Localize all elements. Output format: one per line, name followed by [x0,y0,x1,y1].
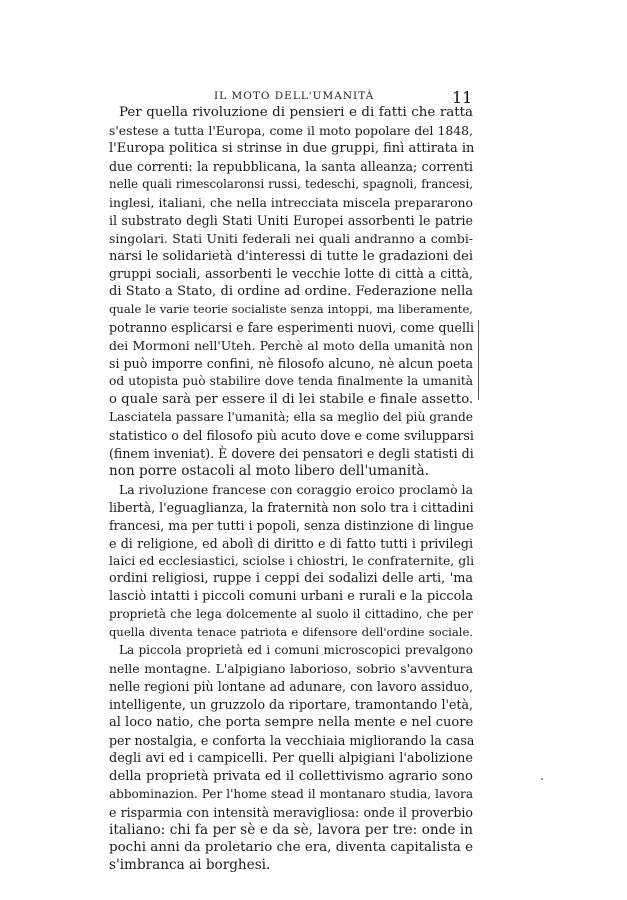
text-line: (finem inveniat). È dovere dei pensatori e degli statisti di [109,445,474,461]
text-line: singolari. Stati Uniti federali nei quali andranno a combi- [109,230,473,246]
text-line: non porre ostacoli al moto libero dell'umanità. [109,462,429,479]
text-line: francesi, ma per tutti i popoli, senza distinzione di lingue [109,517,474,533]
text-line: La rivoluzione francese con coraggio eroico proclamò la [119,481,473,497]
text-line: inglesi, italiani, che nella intrecciata miscela prepararono [109,194,473,210]
text-line: s'estese a tutta l'Europa, come il moto popolare del 1848, [109,122,473,138]
text-line: di Stato a Stato, di ordine ad ordine. Federazione nella [109,284,473,300]
text-line: nelle quali rimescolaronsi russi, tedeschi, spagnoli, francesi, [109,176,473,191]
paragraph-1 [109,104,473,481]
text-line: pochi anni da proletario che era, diventa capitalista e [109,840,473,856]
text-line: si può imporre confini, nè filosofo alcuno, nè alcun poeta [109,356,473,372]
text-line: gruppi sociali, assorbenti le vecchie lotte di città a città, [109,266,473,282]
text-line: od utopista può stabilire dove tenda finalmente la umanità [109,374,473,389]
text-line: statistico o del filosofo più acuto dove e come svilupparsi [109,427,474,443]
text-line: laici ed ecclesiastici, sciolse i chiostri, le confraternite, gli [109,553,475,569]
text-line: quella diventa tenace patriota e difensore dell'ordine sociale. [109,625,473,640]
text-line: narsi le solidarietà d'interessi di tutte le gradazioni dei [109,248,473,264]
text-line: due correnti: la repubblicana, la santa alleanza; correnti [109,158,473,174]
running-head: IL MOTO DELL'UMANITÀ [214,90,375,102]
page-number: 11 [452,88,473,107]
text-line: intelligente, un gruzzolo da riportare, tramontando l'età, [109,696,473,712]
text-line: quale le varie teorie socialiste senza intoppi, ma liberamente, [109,302,473,317]
text-line: lasciò intatti i piccoli comuni urbani e rurali e la piccola [109,589,473,605]
text-line: al loco natio, che porta sempre nella mente e nel cuore [109,714,474,730]
ink-speck [541,778,543,780]
text-line: Per quella rivoluzione di pensieri e di fatti che ratta [119,105,473,120]
text-line: degli avi ed i campicelli. Per quelli alpigiani l'abolizione [109,750,473,766]
text-line: della proprietà privata ed il collettivismo agrario sono [109,768,473,784]
text-line: per nostalgia, e conforta la vecchiaia migliorando la casa [109,732,475,748]
paragraph-2 [109,481,473,876]
text-line: e di religione, ed abolì di diritto e di fatto tutti i privilegi [109,535,473,551]
text-line: s'imbranca ai borghesi. [109,857,271,874]
text-line: La piccola proprietà ed i comuni microscopici prevalgono [119,643,473,658]
text-line: l'Europa politica si strinse in due gruppi, finì attirata in [109,140,475,156]
text-line: ordini religiosi, ruppe i ceppi dei sodalizi delle arti, 'ma [109,571,473,587]
text-line: nelle montagne. L'alpigiano laborioso, sobrio s'avventura [109,661,473,677]
text-line: Lasciatela passare l'umanità; ella sa meglio del più grande [109,409,473,424]
text-line: e risparmia con intensità meravigliosa: onde il proverbio [109,804,473,820]
text-line: libertà, l'eguaglianza, la fraternità non solo tra i cittadini [109,499,474,515]
text-line: dei Mormoni nell'Uteh. Perchè al moto della umanità non [109,338,473,354]
text-line: o quale sarà per essere il di lei stabile e finale assetto. [109,392,474,407]
text-line: potranno esplicarsi e fare esperimenti nuovi, come quelli [109,320,475,336]
text-line: proprietà che lega dolcemente al suolo il cittadino, che per [109,607,473,622]
text-line: italiano: chi fa per sè e da sè, lavora per tre: onde in [109,821,473,838]
text-line: il substrato degli Stati Uniti Europei assorbenti le patrie [109,212,473,228]
margin-mark [478,320,479,400]
body-text [109,104,473,875]
text-line: abbominazion. Per l'home stead il montanaro studia, lavora [109,786,473,801]
text-line: nelle regioni più lontane ad adunare, con lavoro assiduo, [109,679,473,694]
